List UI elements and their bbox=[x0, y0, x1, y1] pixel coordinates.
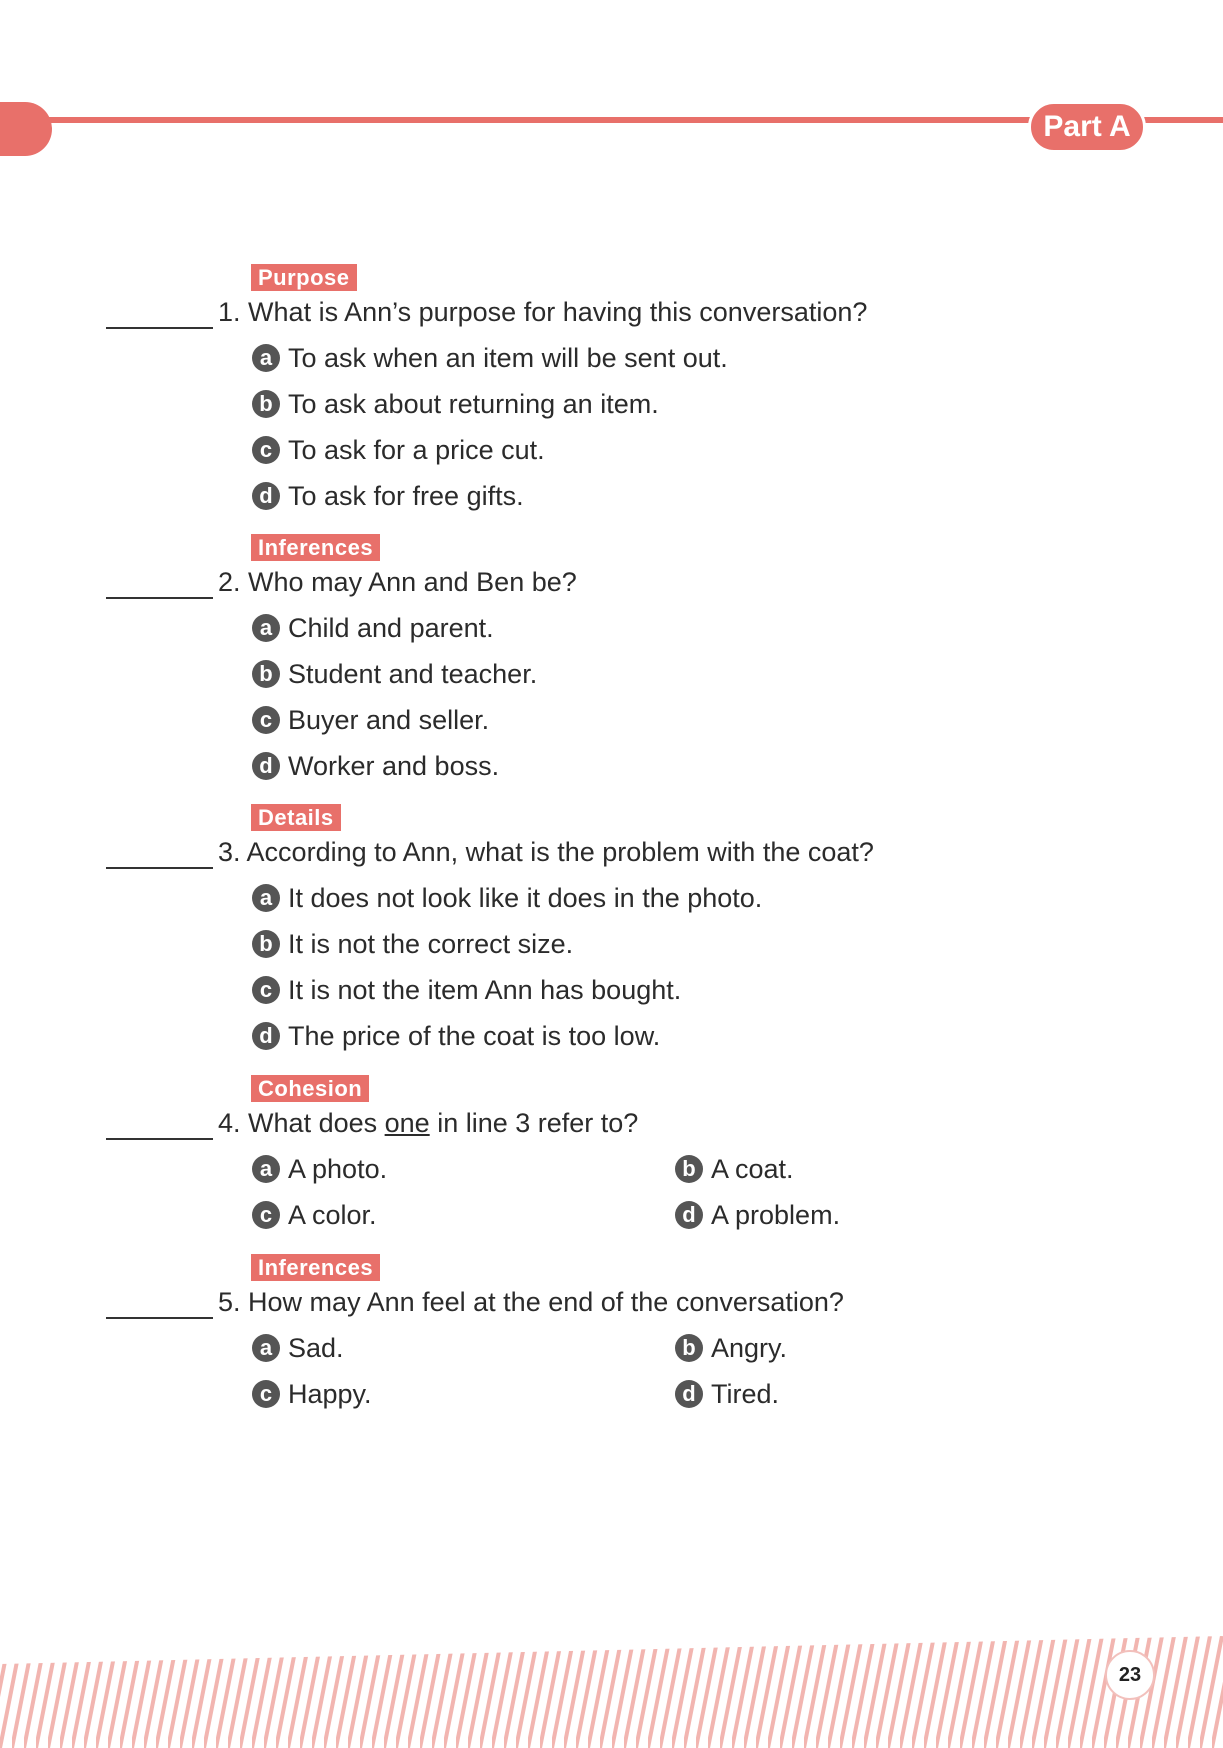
letter-b-icon: b bbox=[252, 930, 280, 958]
question-number: 2. bbox=[218, 567, 241, 597]
page-number: 23 bbox=[1105, 1650, 1155, 1700]
option-b[interactable] bbox=[675, 1153, 794, 1185]
question-tag: Cohesion bbox=[251, 1075, 369, 1102]
question-text bbox=[218, 1107, 638, 1139]
letter-d-icon: d bbox=[675, 1201, 703, 1229]
option-text: Happy. bbox=[288, 1379, 372, 1409]
option-text: It does not look like it does in the photo. bbox=[288, 883, 763, 913]
underlined-word: one bbox=[384, 1108, 430, 1138]
option-c[interactable] bbox=[252, 1199, 377, 1231]
question-2 bbox=[0, 532, 1223, 802]
question-tag: Inferences bbox=[251, 534, 380, 561]
option-text: To ask about returning an item. bbox=[288, 389, 659, 419]
question-1 bbox=[0, 262, 1223, 532]
option-text: To ask when an item will be sent out. bbox=[288, 343, 728, 373]
question-tag: Inferences bbox=[251, 1254, 380, 1281]
letter-b-icon: b bbox=[675, 1155, 703, 1183]
question-3 bbox=[0, 802, 1223, 1072]
question-stem: How may Ann feel at the end of the conversation? bbox=[248, 1287, 844, 1317]
option-text: Child and parent. bbox=[288, 613, 494, 643]
option-text: A color. bbox=[288, 1200, 377, 1230]
option-b[interactable] bbox=[252, 928, 573, 960]
letter-c-icon: c bbox=[252, 1201, 280, 1229]
letter-b-icon: b bbox=[675, 1334, 703, 1362]
footer-stripes bbox=[0, 1636, 1223, 1748]
option-text: Student and teacher. bbox=[288, 659, 538, 689]
answer-blank[interactable] bbox=[106, 1138, 213, 1140]
question-stem: What is Ann’s purpose for having this conversation? bbox=[248, 297, 868, 327]
option-text: To ask for free gifts. bbox=[288, 481, 524, 511]
letter-a-icon: a bbox=[252, 884, 280, 912]
option-c[interactable] bbox=[252, 434, 545, 466]
option-text: Worker and boss. bbox=[288, 751, 500, 781]
question-number: 1. bbox=[218, 297, 241, 327]
option-c[interactable] bbox=[252, 1378, 372, 1410]
letter-d-icon: d bbox=[252, 1022, 280, 1050]
question-5 bbox=[0, 1252, 1223, 1522]
option-b[interactable] bbox=[675, 1332, 787, 1364]
letter-a-icon: a bbox=[252, 344, 280, 372]
question-number: 5. bbox=[218, 1287, 241, 1317]
option-text: A photo. bbox=[288, 1154, 388, 1184]
question-stem: According to Ann, what is the problem with the coat? bbox=[246, 837, 874, 867]
letter-d-icon: d bbox=[675, 1380, 703, 1408]
letter-d-icon: d bbox=[252, 752, 280, 780]
answer-blank[interactable] bbox=[106, 1317, 213, 1319]
option-text: Sad. bbox=[288, 1333, 344, 1363]
answer-blank[interactable] bbox=[106, 867, 213, 869]
option-d[interactable] bbox=[252, 1020, 660, 1052]
left-tab-decoration bbox=[0, 102, 52, 156]
option-a[interactable] bbox=[252, 1153, 387, 1185]
letter-b-icon: b bbox=[252, 660, 280, 688]
option-d[interactable] bbox=[675, 1378, 779, 1410]
option-text: A coat. bbox=[711, 1154, 794, 1184]
option-a[interactable] bbox=[252, 1332, 344, 1364]
option-c[interactable] bbox=[252, 704, 489, 736]
option-text: Tired. bbox=[711, 1379, 780, 1409]
option-c[interactable] bbox=[252, 974, 681, 1006]
letter-c-icon: c bbox=[252, 1380, 280, 1408]
letter-a-icon: a bbox=[252, 1334, 280, 1362]
question-stem-end: in line 3 refer to? bbox=[429, 1108, 639, 1138]
question-stem-start: What does bbox=[248, 1108, 385, 1138]
part-badge: Part A bbox=[1028, 101, 1146, 153]
option-text: A problem. bbox=[711, 1200, 841, 1230]
question-number: 3. bbox=[218, 837, 241, 867]
question-text bbox=[218, 566, 577, 598]
letter-c-icon: c bbox=[252, 976, 280, 1004]
option-b[interactable] bbox=[252, 388, 659, 420]
option-text: It is not the item Ann has bought. bbox=[288, 975, 682, 1005]
answer-blank[interactable] bbox=[106, 597, 213, 599]
question-text bbox=[218, 296, 867, 328]
option-text: Angry. bbox=[711, 1333, 788, 1363]
letter-c-icon: c bbox=[252, 706, 280, 734]
option-d[interactable] bbox=[252, 750, 499, 782]
letter-b-icon: b bbox=[252, 390, 280, 418]
question-number: 4. bbox=[218, 1108, 241, 1138]
letter-d-icon: d bbox=[252, 482, 280, 510]
option-d[interactable] bbox=[252, 480, 524, 512]
option-text: Buyer and seller. bbox=[288, 705, 490, 735]
option-a[interactable] bbox=[252, 882, 762, 914]
answer-blank[interactable] bbox=[106, 327, 213, 329]
question-text bbox=[218, 836, 874, 868]
question-text bbox=[218, 1286, 844, 1318]
option-a[interactable] bbox=[252, 342, 728, 374]
question-stem: Who may Ann and Ben be? bbox=[248, 567, 577, 597]
letter-a-icon: a bbox=[252, 614, 280, 642]
letter-c-icon: c bbox=[252, 436, 280, 464]
option-text: To ask for a price cut. bbox=[288, 435, 545, 465]
option-text: It is not the correct size. bbox=[288, 929, 574, 959]
letter-a-icon: a bbox=[252, 1155, 280, 1183]
option-b[interactable] bbox=[252, 658, 537, 690]
question-tag: Details bbox=[251, 804, 341, 831]
option-d[interactable] bbox=[675, 1199, 840, 1231]
question-tag: Purpose bbox=[251, 264, 357, 291]
option-a[interactable] bbox=[252, 612, 494, 644]
option-text: The price of the coat is too low. bbox=[288, 1021, 661, 1051]
